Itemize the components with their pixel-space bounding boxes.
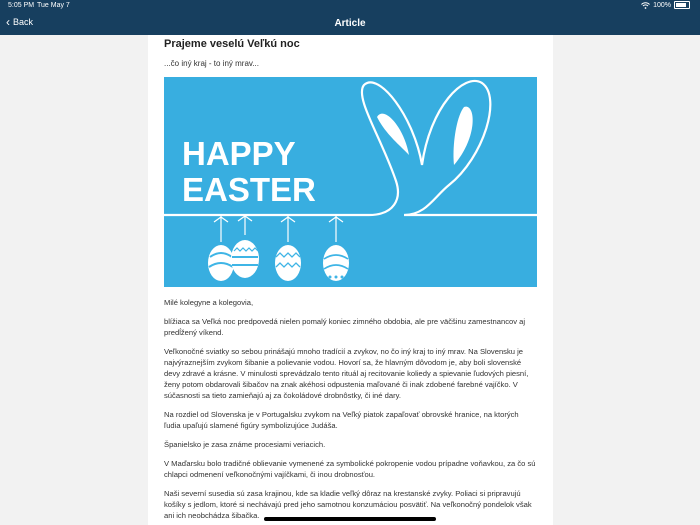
chevron-left-icon: ‹ <box>6 15 10 29</box>
battery-icon <box>674 1 690 9</box>
easter-egg-3 <box>275 245 301 281</box>
status-time: 5:05 PM <box>8 2 35 9</box>
article-paragraph: Veľkonočné sviatky so sebou prinášajú mnoho tradícií a zvykov, no čo iný kraj to iný mrav. Na Slovensku je najvýraznejším zvykom šibanie a polievanie vodou. Hovorí sa, že hlavným dôvodom je, aby boli slovenské devy zdravé a krásne. V minulosti sprevádzalo tento rituál aj recitovanie koliedy a spievanie ľudových piesní, ženy potom obdarovali šibačov na znak akéhosi odpustenia maľované či inak zdobené farebné vajíčko. V súčasnosti sa tieto zamieňajú aj za čokoládové drobnôstky, či iné dary. <box>164 347 529 400</box>
easter-egg-1 <box>208 245 234 281</box>
article-paragraph: Naši severní susedia sú zasa krajinou, kde sa kladie veľký dôraz na krestanské zvyky. Poliaci si pripravujú košíky s jedlom, ktoré si nechávajú pred jeho samotnou konzumáciou posvätiť. Na veľkonočný pondelok však ani ich neobchádza šibačka. <box>164 489 532 520</box>
page-title: Article <box>334 18 366 29</box>
article-paragraph: blížiaca sa Veľká noc predpovedá nielen pomalý koniec zimného obdobia, ale pre väčšinu zamestnancov aj predĺžený víkend. <box>164 317 526 337</box>
article-paragraph: Milé kolegyne a kolegovia, <box>164 298 254 307</box>
status-date: Tue May 7 <box>37 2 70 9</box>
easter-egg-4 <box>323 245 349 281</box>
banner-easter-text: EASTER <box>182 171 316 208</box>
article-paragraph: V Maďarsku bolo tradičné oblievanie vymenené za symbolické pokropenie vodou prípadne voňavkou, za čo sú chlapci odmenení veľkonočnými vajíčkami, či inou drobnosťou. <box>164 459 536 479</box>
status-right <box>641 1 690 9</box>
home-indicator[interactable] <box>264 517 436 521</box>
nav-bar <box>0 13 700 35</box>
article-page[interactable] <box>148 35 553 525</box>
back-label: Back <box>13 17 34 27</box>
battery-percent: 100% <box>653 1 671 9</box>
article-title: Prajeme veselú Veľkú noc <box>164 38 300 50</box>
article-paragraph: Na rozdiel od Slovenska je v Portugalsku zvykom na Veľký piatok zapaľovať obrovské hranice, na ktorých ľudia upaľujú slamené figúry symbolizujúce Judáša. <box>164 410 519 430</box>
article-subtitle: ...čo iný kraj - to iný mrav... <box>164 59 259 68</box>
banner-happy-text: HAPPY <box>182 135 296 172</box>
easter-egg-2 <box>231 240 259 278</box>
article-content <box>148 38 553 521</box>
article-paragraph: Španielsko je zasa známe procesiami veriacich. <box>164 440 326 449</box>
wifi-icon <box>641 2 650 9</box>
easter-banner-image <box>164 77 537 287</box>
status-bar <box>0 0 700 13</box>
